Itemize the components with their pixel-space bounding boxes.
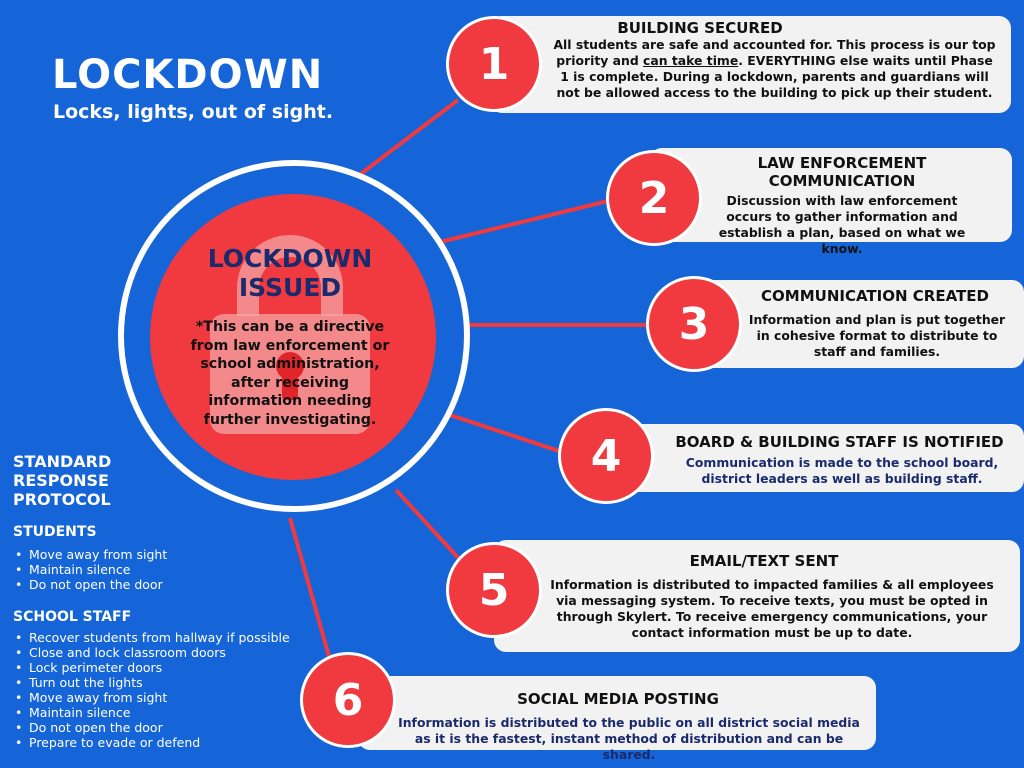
- step-text-1-a: All students are safe and accounted for. This process is our top priority and: [553, 37, 996, 68]
- staff-list-item: • Prepare to evade or defend: [13, 735, 290, 750]
- step-text-3: Information and plan is put together in cohesive format to distribute to staff and families.: [748, 312, 1006, 359]
- staff-list-item: • Move away from sight: [13, 690, 290, 705]
- lockdown-issued-line2: ISSUED: [238, 273, 342, 302]
- students-list-item: • Move away from sight: [13, 547, 167, 562]
- step-title-1: BUILDING SECURED: [617, 19, 783, 37]
- step-card-1: [490, 16, 1011, 113]
- staff-list-item: • Turn out the lights: [13, 675, 290, 690]
- staff-list-item: • Maintain silence: [13, 705, 290, 720]
- step-badge-4: 4: [558, 408, 654, 504]
- step-text-5: Information is distributed to impacted families & all employees via messaging system. To receive texts, you must be opted in through Skylert. To receive emergency communications, your contact information must be up to date.: [550, 577, 994, 640]
- step-text-6: Information is distributed to the public on all district social media as it is the fastest, instant method of distribution and can be shared.: [398, 715, 860, 762]
- step-text-1-b: . EVERYTHING else waits until Phase 1 is complete. During a lockdown, parents and guardians will not be allowed access to the building to pick up their student.: [556, 53, 993, 100]
- students-list: [13, 547, 167, 592]
- connector-1: [358, 100, 458, 176]
- page-subtitle: Locks, lights, out of sight.: [53, 101, 334, 123]
- step-badge-1: 1: [446, 16, 542, 112]
- lockdown-issued-line1: LOCKDOWN: [207, 244, 373, 273]
- staff-list: [13, 630, 290, 750]
- connector-4: [450, 415, 562, 452]
- protocol-title: [13, 452, 111, 509]
- step-text-1-underlined: can take time: [643, 53, 739, 68]
- step-text-2: Discussion with law enforcement occurs to gather information and establish a plan, based on what we know.: [718, 193, 966, 256]
- step-card-2: [650, 148, 1012, 256]
- step-card-6: [358, 676, 876, 762]
- connector-6: [290, 518, 330, 660]
- connector-2: [440, 200, 612, 242]
- step-text-1: [552, 37, 997, 101]
- staff-list-item: • Lock perimeter doors: [13, 660, 290, 675]
- students-list-item: • Do not open the door: [13, 577, 167, 592]
- step-text-4: Communication is made to the school board, district leaders as well as building staff.: [685, 455, 999, 486]
- staff-list-item: • Recover students from hallway if possible: [13, 630, 290, 645]
- step-badge-2: 2: [606, 150, 702, 246]
- protocol-title-line2: RESPONSE: [13, 471, 109, 490]
- step-title-6: SOCIAL MEDIA POSTING: [517, 690, 719, 708]
- step-badge-3: 3: [646, 276, 742, 372]
- step-title-2: LAW ENFORCEMENT COMMUNICATION: [757, 154, 927, 190]
- staff-heading: SCHOOL STAFF: [13, 609, 132, 625]
- step-title-4: BOARD & BUILDING STAFF IS NOTIFIED: [675, 433, 1004, 451]
- lockdown-note: *This can be a directive from law enforcement or school administration, after receiving information needing further investigating.: [190, 319, 390, 428]
- lockdown-issued-heading: [200, 244, 380, 302]
- step-title-3: COMMUNICATION CREATED: [761, 287, 989, 305]
- protocol-title-line3: PROTOCOL: [13, 490, 111, 509]
- students-list-item: • Maintain silence: [13, 562, 167, 577]
- staff-list-item: • Do not open the door: [13, 720, 290, 735]
- students-heading: STUDENTS: [13, 524, 97, 540]
- step-card-4: [600, 424, 1024, 492]
- staff-list-item: • Close and lock classroom doors: [13, 645, 290, 660]
- page-title: LOCKDOWN: [52, 52, 324, 98]
- step-badge-5: 5: [446, 542, 542, 638]
- step-badge-6: 6: [300, 652, 396, 748]
- step-title-5: EMAIL/TEXT SENT: [689, 552, 839, 570]
- protocol-title-line1: STANDARD: [13, 452, 112, 471]
- connector-5: [396, 490, 462, 562]
- step-card-5: [494, 540, 1020, 652]
